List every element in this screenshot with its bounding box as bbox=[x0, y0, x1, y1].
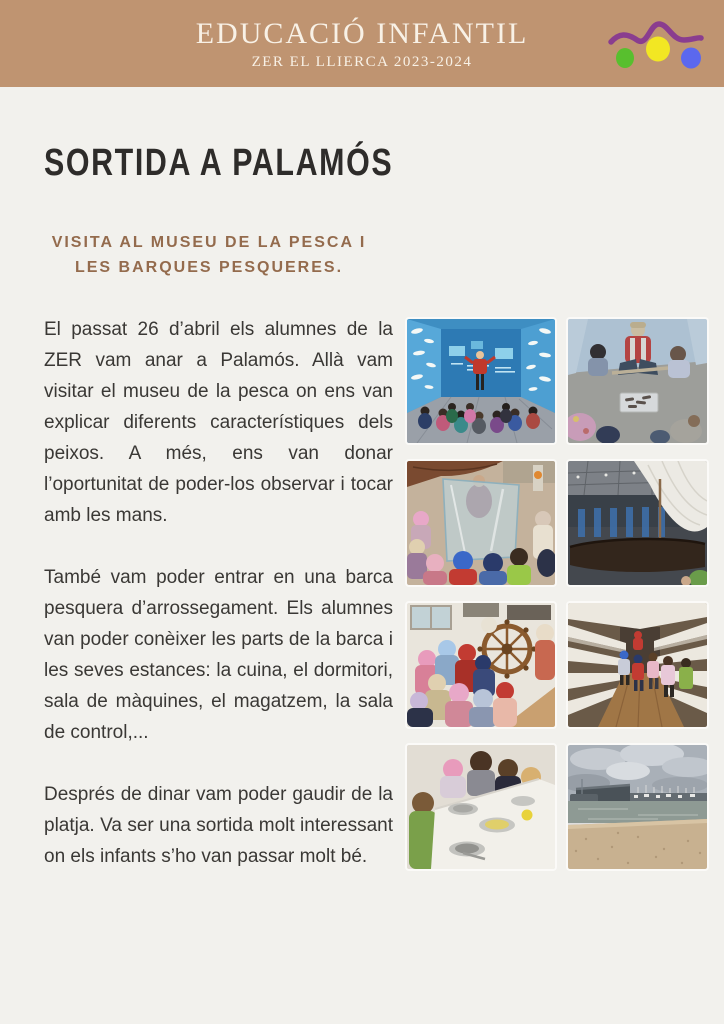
photo-boat-interior bbox=[568, 603, 707, 727]
fish-observation-image bbox=[568, 319, 707, 443]
article-body bbox=[44, 314, 393, 872]
article-subtitle-line1: VISITA AL MUSEU DE LA PESCA I bbox=[51, 234, 367, 251]
article-title: SORTIDA A PALAMÓS bbox=[44, 142, 394, 184]
article-subtitle-line2: LES BARQUES PESQUERES. bbox=[74, 258, 344, 276]
photo-beach-harbor bbox=[568, 745, 707, 869]
photo-aquarium-tank bbox=[407, 461, 555, 585]
museum-boat-image bbox=[568, 461, 707, 585]
school-stage-title: EDUCACIÓ INFANTIL bbox=[195, 16, 529, 50]
paragraph-1: El passat 26 d’abril els alumnes de la ZER vam anar a Palamós. Allà vam visitar el museu de la pesca on ens van explicar diferents característiques dels peixos. A més, ens van donar l’oportunitat de poder-los observar i tocar amb les mans. bbox=[44, 319, 393, 526]
photo-ship-wheel bbox=[407, 603, 555, 727]
boat-interior-image bbox=[568, 603, 707, 727]
article-subtitle bbox=[44, 231, 374, 281]
school-year-subtitle: ZER EL LLIERCA 2023-2024 bbox=[251, 53, 473, 70]
paragraph-3: Després de dinar vam poder gaudir de la platja. Va ser una sortida molt interessant on els infants s’ho van passar molt bé. bbox=[44, 784, 393, 867]
ship-wheel-image bbox=[407, 603, 555, 727]
lunch-plates-image bbox=[407, 745, 555, 869]
photo-lunch-plates bbox=[407, 745, 555, 869]
school-logo-icon bbox=[606, 11, 706, 77]
museum-presentation-image bbox=[407, 319, 555, 443]
photo-museum-boat bbox=[568, 461, 707, 585]
paragraph-2: També vam poder entrar en una barca pesquera d’arrossegament. Els alumnes van poder conèixer les parts de la barca i les seves estances: la cuina, el dormitori, sala de màquines, el magatzem, la sala de control,... bbox=[44, 567, 393, 743]
photo-fish-observation bbox=[568, 319, 707, 443]
photo-museum-presentation bbox=[407, 319, 555, 443]
photo-gallery bbox=[407, 319, 707, 869]
beach-harbor-image bbox=[568, 745, 707, 869]
page-header bbox=[0, 0, 724, 87]
aquarium-tank-image bbox=[407, 461, 555, 585]
